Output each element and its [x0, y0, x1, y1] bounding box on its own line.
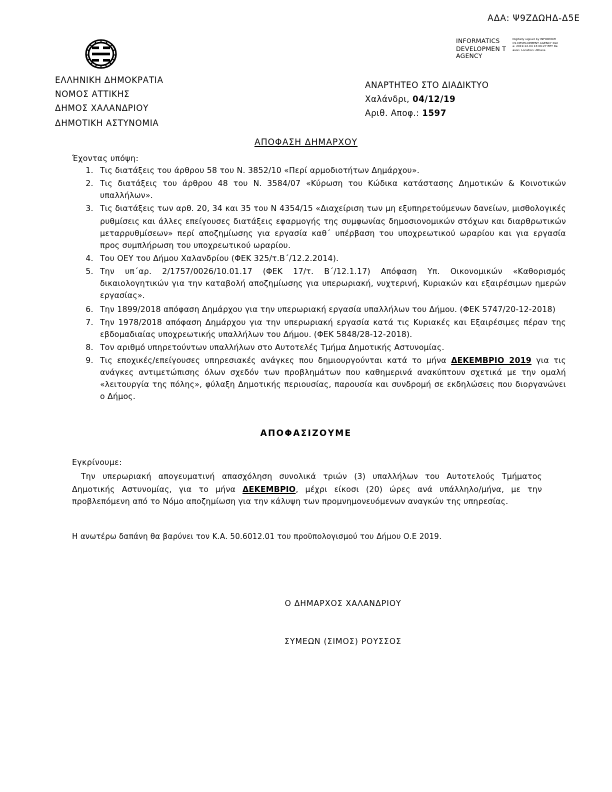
list-item: 6. Την 1899/2018 απόφαση Δημάρχου για την υπερωριακή εργασία υπαλλήλων του Δήμου. (ΦΕΚ 5747/20-12-2018) [96, 304, 566, 316]
date-value: 04/12/19 [412, 94, 456, 105]
org-line-3: ΔΗΜΟΣ ΧΑΛΑΝΔΡΙΟΥ [55, 103, 149, 114]
list-item-highlighted [96, 355, 566, 403]
stamp-signature-detail: Digitally signed by INFORMATICS DEVELOPMENT AGENCY Date: 2019.12.04 13:06:27 EET Reason: Location: Athens [512, 37, 558, 52]
publication-status: ΑΝΑΡΤΗΤΕΟ ΣΤΟ ΔΙΑΔΙΚΤΥΟ [365, 80, 489, 90]
decision-part1: Την υπερωριακή απογευματινή απασχόληση συνολικά τριών (3) υπαλλήλων του Αυτοτελούς Τμήματος Δημοτικής Αστυνομίας, για το μήνα [72, 472, 542, 494]
publication-block [365, 78, 489, 121]
list-item: 1. Τις διατάξεις του άρθρου 58 του Ν. 3852/10 «Περί αρμοδιοτήτων Δημάρχου». [96, 165, 566, 177]
decision-number-value: 1597 [422, 108, 447, 119]
org-line-4: ΔΗΜΟΤΙΚΗ ΑΣΤΥΝΟΜΙΑ [55, 117, 159, 128]
signatory-role: Ο ΔΗΜΑΡΧΟΣ ΧΑΛΑΝΔΡΙΟΥ [284, 599, 402, 608]
page-title: ΑΠΟΦΑΣΗ ΔΗΜΑΡΧΟΥ [254, 138, 358, 148]
org-line-1: ΕΛΛΗΝΙΚΗ ΔΗΜΟΚΡΑΤΙΑ [55, 75, 164, 85]
decision-part2: , μέχρι είκοσι (20) ώρες ανά υπάλληλο/μήνα, με την προβλεπόμενη από το Νόμο αποζημίωση για την κάλυψη των προμνημονευόμενων αναγκών της υπηρεσίας. [72, 484, 542, 507]
approve-label: Εγκρίνουμε: [72, 458, 122, 467]
place-and-date [365, 92, 489, 106]
clause9-part1: Τις εποχικές/επείγουσες υπηρεσιακές ανάγκες που δημιουργούνται κατά το μήνα [100, 356, 452, 366]
ada-code: ΑΔΑ: Ψ9ΖΔΩΗΔ-Δ5Ε [487, 14, 580, 24]
organization-block [55, 73, 163, 130]
decision-heading: ΑΠΟΦΑΣΙΖΟΥΜΕ [260, 429, 352, 439]
list-item: 5. Την υπ΄αρ. 2/1757/0026/10.01.17 (ΦΕΚ 17/τ. Β΄/12.1.17) Απόφαση Υπ. Οικονομικών «Καθορισμός δικαιολογητικών για την καταβολή αποζημίωσης για υπερωριακή, νυχτερινή, Κυριακών και εξαιρέσιμων ημερών εργασίας». [96, 266, 566, 302]
signatory-name: ΣΥΜΕΩΝ (ΣΙΜΟΣ) ΡΟΥΣΣΟΣ [284, 637, 402, 646]
decision-month-highlight: ΔΕΚΕΜΒΡΙΟ [242, 484, 296, 494]
decision-paragraph [72, 471, 542, 509]
budget-note: Η ανωτέρω δαπάνη θα βαρύνει τον Κ.Α. 50.6012.01 του προϋπολογισμού του Δήμου Ο.Ε 2019. [72, 532, 442, 541]
list-item: 2. Τις διατάξεις του άρθρου 48 του Ν. 3584/07 «Κύρωση του Κώδικα κατάστασης Δημοτικών & Κοινοτικών υπαλλήλων». [96, 178, 566, 202]
preamble-label: Έχοντας υπόψη: [72, 154, 139, 163]
list-item: 3. Τις διατάξεις των αρθ. 20, 34 και 35 του Ν 4354/15 «Διαχείριση των μη εξυπηρετούμενων δανείων, μισθολογικές ρυθμίσεις και άλλες επείγουσες διατάξεις εφαρμογής της συμφωνίας δημοσιονομικών στόχων και διαρθρωτικών μεταρρυθμίσεων» περί αποζημίωσης για εργασία καθ΄ υπέρβαση του υποχρεωτικού ωραρίου και για εργασία προς συμπλήρωση του υποχρεωτικού ωραρίου. [96, 203, 566, 251]
greek-coat-of-arms-icon [80, 32, 122, 76]
place-label: Χαλάνδρι, [365, 94, 413, 105]
decision-number-label: Αριθ. Αποφ.: [365, 108, 423, 119]
list-item: 4. Του ΟΕΥ του Δήμου Χαλανδρίου (ΦΕΚ 325/τ.Β΄/12.2.2014). [96, 253, 566, 265]
list-item: 8. Τον αριθμό υπηρετούντων υπαλλήλων στο Αυτοτελές Τμήμα Δημοτικής Αστυνομίας. [96, 342, 566, 354]
list-item: 7. Την 1978/2018 απόφαση Δημάρχου για την υπερωριακή εργασία κατά τις Κυριακές και Εξαιρέσιμες πέραν της εβδομαδιαίας υποχρεωτικής υπαλλήλων του Δήμου. (ΦΕΚ 5848/28-12-2018). [96, 317, 566, 341]
decision-number [365, 106, 489, 120]
legal-clauses-list [72, 165, 566, 405]
digital-signature-stamp [456, 38, 558, 70]
org-line-2: ΝΟΜΟΣ ΑΤΤΙΚΗΣ [55, 89, 130, 100]
stamp-agency-name: INFORMATICS DEVELOPMEN T AGENCY [456, 38, 507, 61]
clause9-month-highlight: ΔΕΚΕΜΒΡΙΟ 2019 [451, 356, 532, 366]
clause9-part2: για τις ανάγκες αντιμετώπισης όλων σχεδόν των προβλημάτων που καθημερινά ανακύπτουν σχετικά με την ομαλή «λειτουργία της πόλης», φύλαξη Δημοτικής περιουσίας, παρουσία και συνδρομή σε εκδηλώσεις που διοργανώνει ο Δήμος. [100, 356, 567, 402]
